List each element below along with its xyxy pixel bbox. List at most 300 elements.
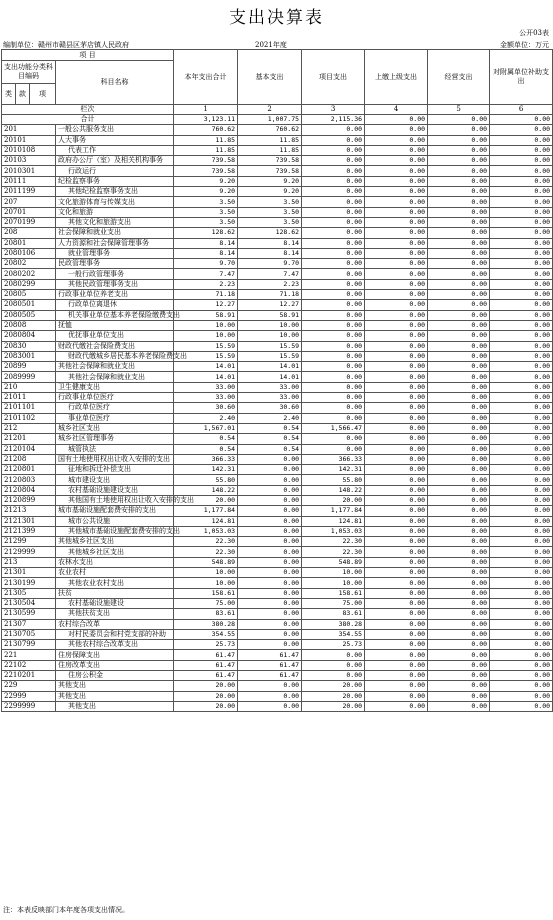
amount-cell: 0.00 (490, 393, 553, 403)
table-row (2, 454, 553, 464)
amount-cell: 0.00 (490, 598, 553, 608)
amount-cell: 10.00 (174, 568, 238, 578)
subject-name: 其他民政管理事务支出 (56, 279, 174, 289)
amount-cell: 0.00 (428, 269, 490, 279)
amount-cell: 0.00 (490, 568, 553, 578)
amount-cell: 0.00 (365, 176, 428, 186)
subject-name: 农村基础设施建设支出 (56, 485, 174, 495)
amount-cell: 548.89 (174, 557, 238, 567)
amount-cell: 3.50 (238, 197, 302, 207)
amount-cell: 0.00 (365, 166, 428, 176)
subject-code: 2210201 (2, 671, 56, 681)
table-row (2, 403, 553, 413)
amount-cell: 10.00 (238, 320, 302, 330)
subject-code: 20802 (2, 259, 56, 269)
amount-cell: 30.60 (238, 403, 302, 413)
amount-cell: 0.00 (490, 454, 553, 464)
table-row (2, 434, 553, 444)
subject-name: 行政单位离退休 (56, 300, 174, 310)
amount-cell: 0.00 (490, 701, 553, 711)
amount-cell: 0.00 (490, 629, 553, 639)
amount-cell: 20.00 (174, 691, 238, 701)
subject-name: 住房公积金 (56, 671, 174, 681)
amount-cell: 0.00 (365, 578, 428, 588)
amount-cell: 0.00 (365, 217, 428, 227)
table-body (2, 115, 553, 712)
amount-cell: 15.59 (238, 341, 302, 351)
amount-cell: 0.00 (365, 598, 428, 608)
amount-cell: 0.00 (365, 228, 428, 238)
subject-code: 212 (2, 423, 56, 433)
amount-cell: 0.00 (238, 465, 302, 475)
subject-name: 其他支出 (56, 691, 174, 701)
col-num: 1 (174, 105, 238, 115)
subject-name: 国有土地使用权出让收入安排的支出 (56, 454, 174, 464)
subject-code: 2083001 (2, 351, 56, 361)
amount-cell: 0.00 (490, 516, 553, 526)
amount-cell: 0.00 (490, 650, 553, 660)
amount-cell: 0.00 (490, 166, 553, 176)
amount-cell: 128.62 (238, 228, 302, 238)
col-num: 2 (238, 105, 302, 115)
subject-name: 其他社会保障和就业支出 (56, 362, 174, 372)
subject-name: 对村民委员会和村党支部的补助 (56, 629, 174, 639)
col-num: 4 (365, 105, 428, 115)
table-row (2, 341, 553, 351)
subject-code: 2130705 (2, 629, 56, 639)
amount-cell: 0.00 (302, 331, 365, 341)
amount-cell: 0.00 (490, 187, 553, 197)
amount-cell: 0.00 (365, 403, 428, 413)
amount-cell: 0.00 (302, 259, 365, 269)
subject-name: 行政单位医疗 (56, 403, 174, 413)
amount-cell: 0.00 (365, 475, 428, 485)
amount-cell: 0.00 (428, 197, 490, 207)
amount-cell: 0.00 (302, 310, 365, 320)
amount-cell: 0.00 (302, 125, 365, 135)
amount-cell: 0.00 (238, 619, 302, 629)
amount-cell: 0.00 (365, 115, 428, 125)
amount-cell: 0.00 (428, 701, 490, 711)
subject-name: 农村基础设施建设 (56, 598, 174, 608)
amount-cell: 0.00 (302, 248, 365, 258)
subject-code: 207 (2, 197, 56, 207)
amount-cell: 0.00 (490, 269, 553, 279)
amount-cell: 0.00 (490, 125, 553, 135)
subject-name: 人大事务 (56, 135, 174, 145)
amount-cell: 0.54 (238, 423, 302, 433)
amount-cell: 760.62 (174, 125, 238, 135)
amount-cell: 15.59 (238, 351, 302, 361)
amount-cell: 0.00 (428, 290, 490, 300)
amount-cell: 20.00 (302, 701, 365, 711)
amount-cell: 0.00 (490, 238, 553, 248)
subject-code: 201 (2, 125, 56, 135)
subject-code: 2120801 (2, 465, 56, 475)
subject-code: 20805 (2, 290, 56, 300)
amount-cell: 0.00 (428, 145, 490, 155)
amount-cell: 11.85 (174, 145, 238, 155)
amount-cell: 7.47 (238, 269, 302, 279)
table-row (2, 578, 553, 588)
table-row (2, 351, 553, 361)
amount-cell: 0.00 (365, 547, 428, 557)
amount-cell: 0.00 (490, 115, 553, 125)
subject-name: 城市公共设施 (56, 516, 174, 526)
table-row (2, 310, 553, 320)
amount-cell: 0.00 (490, 609, 553, 619)
amount-cell: 0.00 (365, 701, 428, 711)
subject-code: 2120804 (2, 485, 56, 495)
subject-code: 2129999 (2, 547, 56, 557)
amount-cell: 0.00 (302, 145, 365, 155)
subject-code: 21208 (2, 454, 56, 464)
amount-cell: 1,053.03 (302, 526, 365, 536)
amount-cell: 0.00 (238, 475, 302, 485)
table-row (2, 372, 553, 382)
table-row (2, 259, 553, 269)
table-row (2, 526, 553, 536)
form-code: 公开03表 (519, 29, 549, 37)
subject-name: 纪检监察事务 (56, 176, 174, 186)
table-row (2, 207, 553, 217)
amount-cell: 10.00 (174, 320, 238, 330)
amount-cell: 33.00 (174, 382, 238, 392)
amount-cell: 2.23 (238, 279, 302, 289)
amount-cell: 0.00 (302, 393, 365, 403)
amount-cell: 0.00 (302, 176, 365, 186)
amount-cell: 0.00 (365, 300, 428, 310)
amount-cell: 14.01 (174, 362, 238, 372)
amount-cell: 0.00 (490, 444, 553, 454)
amount-cell: 0.00 (238, 454, 302, 464)
amount-cell: 0.00 (365, 650, 428, 660)
table-row (2, 331, 553, 341)
amount-cell: 10.00 (302, 568, 365, 578)
table-row (2, 125, 553, 135)
amount-cell: 0.00 (428, 413, 490, 423)
header-func-code: 支出功能分类科目编码 (2, 61, 56, 84)
table-row (2, 362, 553, 372)
amount-cell: 148.22 (302, 485, 365, 495)
amount-cell: 0.00 (428, 475, 490, 485)
amount-cell: 0.00 (428, 691, 490, 701)
amount-cell: 739.58 (238, 156, 302, 166)
header-col-subsidy: 对附属单位补助支出 (490, 50, 553, 105)
table-row (2, 609, 553, 619)
amount-cell: 10.00 (302, 578, 365, 588)
amount-cell: 0.00 (365, 269, 428, 279)
amount-cell: 354.55 (174, 629, 238, 639)
subject-name: 住房改革支出 (56, 660, 174, 670)
amount-cell: 61.47 (174, 650, 238, 660)
header-lei: 类 (2, 84, 16, 105)
amount-cell: 0.00 (365, 187, 428, 197)
table-row (2, 588, 553, 598)
table-row (2, 382, 553, 392)
amount-cell: 20.00 (174, 495, 238, 505)
amount-cell: 0.54 (238, 434, 302, 444)
table-row (2, 516, 553, 526)
amount-cell: 0.00 (490, 341, 553, 351)
amount-cell: 0.00 (490, 320, 553, 330)
amount-cell: 8.14 (174, 248, 238, 258)
subject-code: 2010108 (2, 145, 56, 155)
amount-cell: 0.00 (428, 681, 490, 691)
amount-cell: 9.70 (238, 259, 302, 269)
subject-name: 其他社会保障和就业支出 (56, 372, 174, 382)
amount-cell: 0.00 (428, 351, 490, 361)
amount-cell: 0.00 (302, 382, 365, 392)
amount-cell: 0.00 (302, 187, 365, 197)
subject-name: 其他城市基础设施配套费安排的支出 (56, 526, 174, 536)
amount-cell: 0.00 (365, 279, 428, 289)
amount-cell: 3.50 (174, 197, 238, 207)
subject-name: 城市基础设施配套费安排的支出 (56, 506, 174, 516)
table-row (2, 629, 553, 639)
subject-code: 221 (2, 650, 56, 660)
amount-cell: 0.00 (365, 537, 428, 547)
amount-cell: 0.00 (428, 217, 490, 227)
amount-cell: 0.00 (490, 372, 553, 382)
amount-cell: 12.27 (174, 300, 238, 310)
amount-cell: 12.27 (238, 300, 302, 310)
subject-code: 21301 (2, 568, 56, 578)
amount-cell: 0.00 (238, 516, 302, 526)
subject-code: 20101 (2, 135, 56, 145)
subject-code: 2130504 (2, 598, 56, 608)
amount-cell: 0.00 (365, 207, 428, 217)
amount-cell: 58.91 (238, 310, 302, 320)
subject-code: 2080202 (2, 269, 56, 279)
table-row (2, 135, 553, 145)
subject-name: 行政事业单位养老支出 (56, 290, 174, 300)
amount-cell: 0.00 (302, 413, 365, 423)
amount-cell: 142.31 (302, 465, 365, 475)
amount-cell: 0.00 (428, 516, 490, 526)
table-row (2, 465, 553, 475)
subject-name: 民政管理事务 (56, 259, 174, 269)
amount-cell: 61.47 (238, 650, 302, 660)
amount-cell: 0.00 (428, 485, 490, 495)
subject-code: 2101101 (2, 403, 56, 413)
table-row (2, 475, 553, 485)
table-row (2, 320, 553, 330)
amount-cell: 1,177.84 (174, 506, 238, 516)
amount-cell: 0.00 (302, 207, 365, 217)
amount-cell: 0.00 (490, 465, 553, 475)
amount-cell: 0.00 (365, 526, 428, 536)
amount-cell: 0.00 (365, 423, 428, 433)
amount-cell: 0.00 (238, 547, 302, 557)
amount-cell: 0.00 (428, 547, 490, 557)
amount-cell: 0.00 (365, 372, 428, 382)
amount-cell: 0.00 (365, 454, 428, 464)
amount-cell: 0.00 (490, 362, 553, 372)
subject-code: 2120104 (2, 444, 56, 454)
amount-cell: 0.00 (302, 300, 365, 310)
amount-cell: 0.00 (238, 588, 302, 598)
subject-name: 农村综合改革 (56, 619, 174, 629)
subject-name: 住房保障支出 (56, 650, 174, 660)
amount-cell: 0.00 (428, 238, 490, 248)
amount-cell: 25.73 (302, 640, 365, 650)
amount-cell: 0.00 (302, 217, 365, 227)
amount-cell: 0.00 (490, 588, 553, 598)
subject-name: 其他文化和旅游支出 (56, 217, 174, 227)
amount-cell: 354.55 (302, 629, 365, 639)
amount-cell: 0.00 (428, 300, 490, 310)
subject-name: 政府办公厅（室）及相关机构事务 (56, 156, 174, 166)
subject-name: 农林水支出 (56, 557, 174, 567)
amount-cell: 0.00 (490, 671, 553, 681)
unit-label: 编制单位：赣州市赣县区茅店镇人民政府 (3, 41, 129, 49)
subject-name: 事业单位医疗 (56, 413, 174, 423)
amount-cell: 0.00 (365, 362, 428, 372)
amount-cell: 55.80 (174, 475, 238, 485)
amount-cell: 2.40 (238, 413, 302, 423)
amount-cell: 0.00 (365, 465, 428, 475)
table-row (2, 506, 553, 516)
amount-cell: 20.00 (174, 701, 238, 711)
amount-cell: 0.00 (428, 228, 490, 238)
table-row (2, 279, 553, 289)
subject-code: 2121399 (2, 526, 56, 536)
amount-cell: 2,115.36 (302, 115, 365, 125)
amount-cell: 20.00 (302, 495, 365, 505)
table-row (2, 166, 553, 176)
col-num: 3 (302, 105, 365, 115)
amount-cell: 0.00 (365, 681, 428, 691)
amount-cell: 0.00 (428, 434, 490, 444)
amount-cell: 0.00 (428, 320, 490, 330)
amount-cell: 0.00 (302, 238, 365, 248)
amount-cell: 0.00 (490, 495, 553, 505)
amount-cell: 0.00 (428, 403, 490, 413)
subject-name: 行政运行 (56, 166, 174, 176)
amount-cell: 0.00 (238, 681, 302, 691)
amount-cell: 0.00 (490, 300, 553, 310)
subject-code: 2080501 (2, 300, 56, 310)
amount-cell: 0.00 (490, 351, 553, 361)
amount-cell: 20.00 (302, 691, 365, 701)
subject-code: 2130799 (2, 640, 56, 650)
amount-cell: 0.00 (428, 382, 490, 392)
table-row (2, 228, 553, 238)
amount-cell: 3.50 (174, 217, 238, 227)
amount-cell: 0.00 (490, 135, 553, 145)
amount-cell: 0.00 (428, 619, 490, 629)
amount-cell: 33.00 (238, 382, 302, 392)
expenditure-table (1, 49, 553, 712)
amount-cell: 0.00 (428, 578, 490, 588)
amount-cell: 83.61 (174, 609, 238, 619)
subject-name: 一般行政管理事务 (56, 269, 174, 279)
amount-cell: 124.81 (174, 516, 238, 526)
subject-name: 代表工作 (56, 145, 174, 155)
amount-cell: 61.47 (174, 671, 238, 681)
amount-cell: 0.00 (428, 598, 490, 608)
amount-cell: 0.00 (365, 506, 428, 516)
amount-cell: 0.00 (302, 362, 365, 372)
subject-code: 21307 (2, 619, 56, 629)
amount-cell: 0.00 (302, 650, 365, 660)
amount-cell: 14.01 (238, 372, 302, 382)
amount-cell: 0.00 (490, 526, 553, 536)
subject-code: 20103 (2, 156, 56, 166)
amount-cell: 0.00 (365, 660, 428, 670)
amount-cell: 739.58 (238, 166, 302, 176)
header-item: 项 目 (2, 50, 174, 61)
amount-cell: 0.00 (302, 156, 365, 166)
amount-cell: 0.00 (365, 485, 428, 495)
subject-name: 文化旅游体育与传媒支出 (56, 197, 174, 207)
subject-name: 机关事业单位基本养老保险缴费支出 (56, 310, 174, 320)
amount-cell: 148.22 (174, 485, 238, 495)
amount-cell: 0.00 (365, 619, 428, 629)
subject-code: 2101102 (2, 413, 56, 423)
amount-cell: 0.00 (238, 495, 302, 505)
amount-cell: 33.00 (174, 393, 238, 403)
subject-name: 其他国有土地使用权出让收入安排的支出 (56, 495, 174, 505)
subject-code: 213 (2, 557, 56, 567)
amount-cell: 0.00 (428, 588, 490, 598)
table-row (2, 413, 553, 423)
subject-code: 2010301 (2, 166, 56, 176)
amount-cell: 8.14 (238, 248, 302, 258)
amount-cell: 0.00 (365, 341, 428, 351)
amount-cell: 0.00 (428, 609, 490, 619)
subject-code: 22102 (2, 660, 56, 670)
subject-name: 农业农村 (56, 568, 174, 578)
subject-name: 扶贫 (56, 588, 174, 598)
amount-cell: 0.00 (365, 125, 428, 135)
amount-cell: 0.00 (428, 629, 490, 639)
subject-name: 人力资源和社会保障管理事务 (56, 238, 174, 248)
subject-code: 2080804 (2, 331, 56, 341)
amount-cell: 0.00 (302, 660, 365, 670)
table-row (2, 598, 553, 608)
header-subject: 科目名称 (56, 61, 174, 105)
subject-code: 2130599 (2, 609, 56, 619)
subject-code: 21299 (2, 537, 56, 547)
amount-cell: 0.00 (302, 228, 365, 238)
amount-cell: 0.00 (490, 413, 553, 423)
amount-cell: 0.00 (365, 691, 428, 701)
amount-cell: 128.62 (174, 228, 238, 238)
subject-code: 2080299 (2, 279, 56, 289)
amount-cell: 0.00 (428, 279, 490, 289)
amount-cell: 0.00 (365, 588, 428, 598)
subject-name: 其他扶贫支出 (56, 609, 174, 619)
amount-cell: 0.00 (490, 547, 553, 557)
subject-name: 其他城乡社区支出 (56, 547, 174, 557)
amount-cell: 3,123.11 (174, 115, 238, 125)
amount-cell: 0.00 (302, 135, 365, 145)
header-col-project: 项目支出 (302, 50, 365, 105)
amount-cell: 0.00 (365, 351, 428, 361)
subject-code: 20111 (2, 176, 56, 186)
amount-cell: 0.00 (302, 434, 365, 444)
amount-cell: 760.62 (238, 125, 302, 135)
subject-name: 其他纪检监察事务支出 (56, 187, 174, 197)
amount-cell: 55.80 (302, 475, 365, 485)
amount-cell: 10.00 (238, 331, 302, 341)
amount-cell: 0.00 (302, 279, 365, 289)
subject-name: 抚恤 (56, 320, 174, 330)
subject-name: 其他支出 (56, 701, 174, 711)
amount-cell: 0.00 (428, 115, 490, 125)
